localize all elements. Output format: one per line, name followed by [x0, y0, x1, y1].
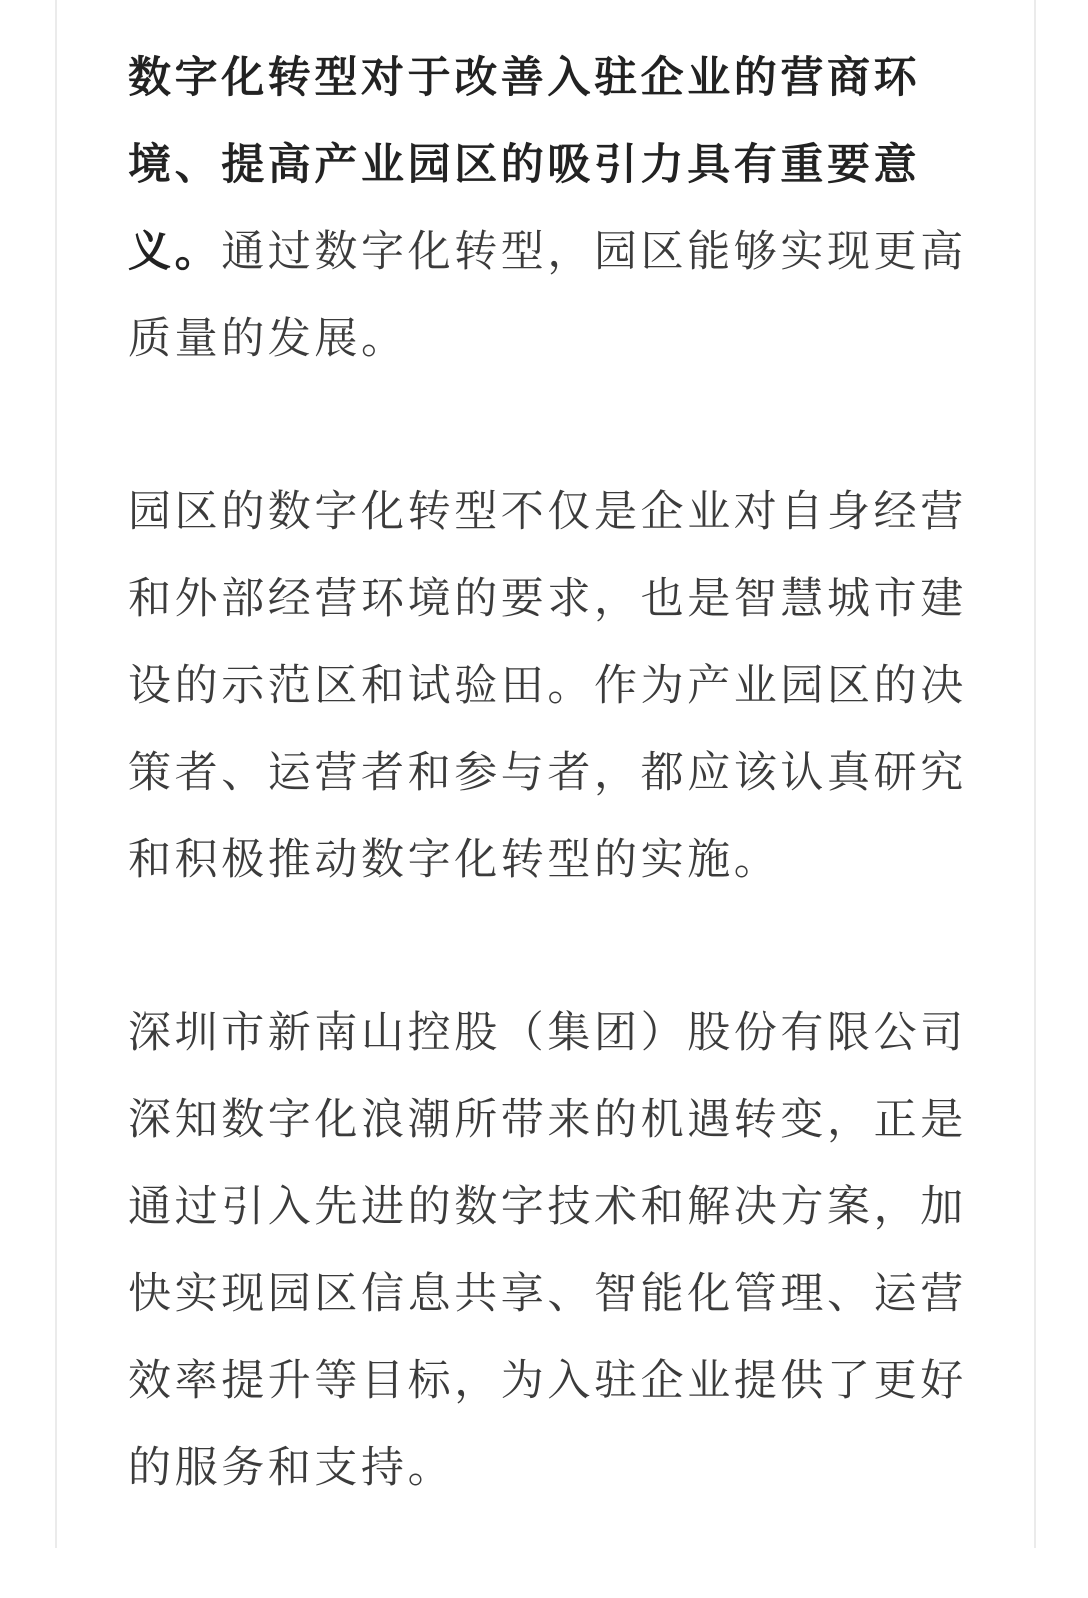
paragraph-1	[128, 35, 1008, 383]
text-line	[128, 122, 1008, 209]
bold-text: 义。	[128, 227, 222, 277]
text-line: 策者、运营者和参与者，都应该认真研究	[128, 748, 967, 798]
text-line: 效率提升等目标，为入驻企业提供了更好	[128, 1356, 967, 1406]
text-line: 深知数字化浪潮所带来的机遇转变，正是	[128, 1095, 967, 1145]
right-border-line	[1034, 0, 1036, 1548]
text-line	[128, 296, 1008, 383]
article-body	[128, 35, 1008, 1598]
paragraph-2	[128, 469, 1008, 904]
paragraph-3	[128, 990, 1008, 1512]
left-border-line	[55, 0, 57, 1548]
body-text: 质量的发展。	[128, 314, 408, 364]
body-text: 通过数字化转型，园区能够实现更高	[221, 227, 967, 277]
text-line: 和外部经营环境的要求，也是智慧城市建	[128, 574, 967, 624]
text-line	[128, 209, 1008, 296]
text-line: 快实现园区信息共享、智能化管理、运营	[128, 1269, 967, 1319]
text-line: 和积极推动数字化转型的实施。	[128, 835, 781, 885]
text-line: 深圳市新南山控股（集团）股份有限公司	[128, 1008, 967, 1058]
bold-text: 数字化转型对于改善入驻企业的营商环	[128, 53, 921, 103]
bold-text: 境、提高产业园区的吸引力具有重要意	[128, 140, 921, 190]
text-line: 的服务和支持。	[128, 1443, 455, 1493]
text-line: 设的示范区和试验田。作为产业园区的决	[128, 661, 967, 711]
text-line: 通过引入先进的数字技术和解决方案，加	[128, 1182, 967, 1232]
text-line	[128, 35, 1008, 122]
text-line: 园区的数字化转型不仅是企业对自身经营	[128, 487, 967, 537]
